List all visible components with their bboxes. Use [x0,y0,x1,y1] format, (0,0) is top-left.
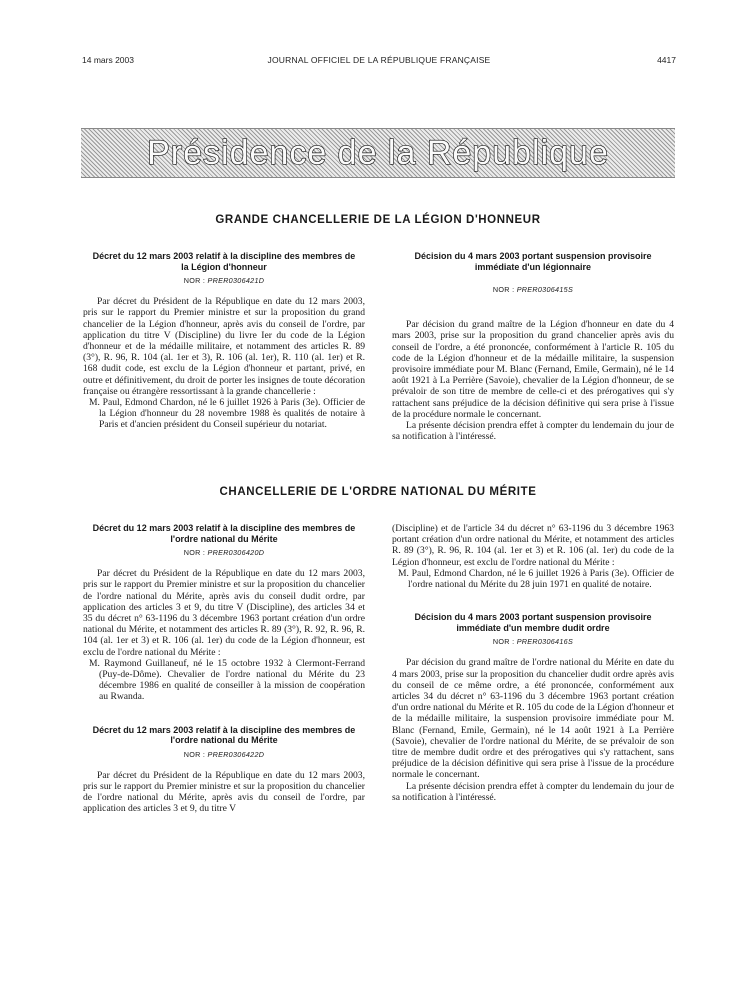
nor-code: PRER0306421D [207,276,265,285]
decree-person-paragraph: M. Raymond Guillaneuf, né le 15 octobre 1932 à Clermont-Ferrand (Puy-de-Dôme). Chevalier de l'ordre national du Mérite du 23 décembre 1986 en qualité de conseiller à la mission de coopération au Rwanda. [89,657,365,703]
decree-person-paragraph: M. Paul, Edmond Chardon, né le 6 juillet 1926 à Paris (3e). Officier de la Légion d'honneur du 28 novembre 1988 ès qualités de notaire à Paris et d'ancien président du Conseil supérieur du notariat. [89,397,365,431]
nor-reference [392,636,674,647]
decree-body-paragraph: Par décret du Président de la République en date du 12 mars 2003, pris sur le rapport du Premier ministre et sur la proposition du chancelier de l'ordre national du Mérite, après avis du conseil de l'ordre, par application des articles 3 et 9, du titre V [83,769,365,815]
nor-label: NOR : [183,548,206,557]
nor-code: PRER0306420D [207,548,265,557]
nor-reference [83,275,365,286]
nor-reference [83,547,365,558]
decree-person-paragraph: M. Paul, Edmond Chardon, né le 6 juillet 1926 à Paris (3e). Officier de l'ordre national du Mérite du 28 juin 1971 en qualité de notaire. [398,567,674,591]
decision-effect-paragraph: La présente décision prendra effet à compter du lendemain du jour de sa notification à l'intéressé. [392,420,674,443]
section-title-legion-honneur: GRANDE CHANCELLERIE DE LA LÉGION D'HONNEUR [215,214,541,226]
decree-continued-paragraph: (Discipline) et de l'article 34 du décret n° 63-1196 du 3 décembre 1963 portant création d'un ordre national du Mérite, et notamment des articles R. 89 (3°), R. 96, R. 104 (al. 1er et 3) et R. 106 (al. 1er) du code de la Légion d'honneur, est exclu de l'ordre national du Mérite : [392,523,674,568]
nor-code: PRER0306422D [207,749,265,759]
header-journal-title: JOURNAL OFFICIEL DE LA RÉPUBLIQUE FRANÇAISE [267,55,491,65]
decision-body-paragraph: Par décision du grand maître de la Légion d'honneur en date du 4 mars 2003, prise sur la proposition du grand chancelier après avis du conseil de l'ordre, a été prononcée, conformément à l'article R. 105 du code de la Légion d'honneur et de la médaille militaire, la suspension provisoire immédiate pour M. Blanc (Fernand, Emile, Germain), né le 14 août 1921 à La Perrière (Savoie), chevalier de la Légion d'honneur, de se prévaloir de son titre de membre de celle-ci et des prérogatives qui s'y rattachent sans préjudice de la décision définitive qui sera prise à l'issue de la procédure normale le concernant. [392,319,674,420]
page-header [82,55,676,69]
decision-body-paragraph: Par décision du grand maître de l'ordre national du Mérite en date du 4 mars 2003, prise sur la proposition du chancelier dudit ordre après avis du conseil de ce même ordre, a été prononcée, conformément aux articles 34 du décret n° 63-1196 du 3 décembre 1963 portant création d'un ordre national du Mérite et R. 105 du code de la Légion d'honneur et de la médaille militaire, la suspension provisoire immédiate pour M. Blanc (Fernand, Emile, Germain), né le 14 août 1921 à La Perrière (Savoie), chevalier de l'ordre national du Mérite, de se prévaloir de son titre de membre dudit ordre et des prérogatives qui s'y rattachent, sans préjudice de la décision définitive qui sera prise à l'issue de la procédure normale le concernant. [392,657,674,781]
banner-title: Présidence de la République [147,134,609,172]
decision-title: Décision du 4 mars 2003 portant suspension provisoire immédiate d'un légionnaire [414,251,652,272]
decree-legion-honneur [83,251,365,431]
decision-title: Décision du 4 mars 2003 portant suspension provisoire immédiate d'un membre dudit ordre [414,612,652,633]
nor-label: NOR : [183,749,206,759]
decision-effect-paragraph: La présente décision prendra effet à compter du lendemain du jour de sa notification à l'intéressé. [392,780,674,803]
decree-body-paragraph: Par décret du Président de la République en date du 12 mars 2003, pris sur le rapport du Premier ministre et sur la proposition du chancelier de l'ordre national du Mérite, après avis du conseil dudit ordre, par application des articles 3 et 9, du titre V (Discipline), des articles 34 et 35 du décret n° 63-1196 du 3 décembre 1963 portant création d'un ordre national du Mérite, et notamment des articles R. 89 (3°), R. 92, R. 96, R. 104 (al. 1er et 3) et R. 106 (al. 1er) du code de la Légion d'honneur, est exclu de l'ordre national du Mérite : [83,568,365,658]
nor-code: PRER0306416S [516,637,574,647]
decrees-ordre-merite-left [83,523,365,815]
nor-label: NOR : [183,276,206,285]
nor-label: NOR : [492,637,515,647]
header-page-number: 4417 [657,55,676,65]
section-title-ordre-merite: CHANCELLERIE DE L'ORDRE NATIONAL DU MÉRITE [219,486,537,498]
decrees-ordre-merite-right [392,523,674,803]
nor-reference [392,284,674,295]
decree-title: Décret du 12 mars 2003 relatif à la discipline des membres de l'ordre national du Mérite [92,523,356,544]
nor-reference [83,749,365,760]
decree-title: Décret du 12 mars 2003 relatif à la discipline des membres de la Légion d'honneur [92,251,356,272]
decision-legion-honneur [392,251,674,442]
header-date: 14 mars 2003 [82,55,134,65]
nor-label: NOR : [492,285,515,294]
decree-body-paragraph: Par décret du Président de la République en date du 12 mars 2003, pris sur le rapport du Premier ministre et sur la proposition du grand chancelier de la Légion d'honneur, après avis du conseil de l'ordre, par application du titre V (Discipline) du livre Ier du code de la Légion d'honneur et de la médaille militaire, et notamment des articles R. 89 (3°), R. 96, R. 104 (al. 1er et 3), R. 106 (al. 1er), R. 110 (al. 1er) et R. 168 dudit code, est exclu de la Légion d'honneur et partant, privé, en outre et définitivement, du droit de porter les insignes de toute décoration française ou étrangère ressortissant à la grande chancellerie : [83,296,365,397]
nor-code: PRER0306415S [516,285,574,294]
decree-title: Décret du 12 mars 2003 relatif à la discipline des membres de l'ordre national du Mérite [92,724,356,746]
